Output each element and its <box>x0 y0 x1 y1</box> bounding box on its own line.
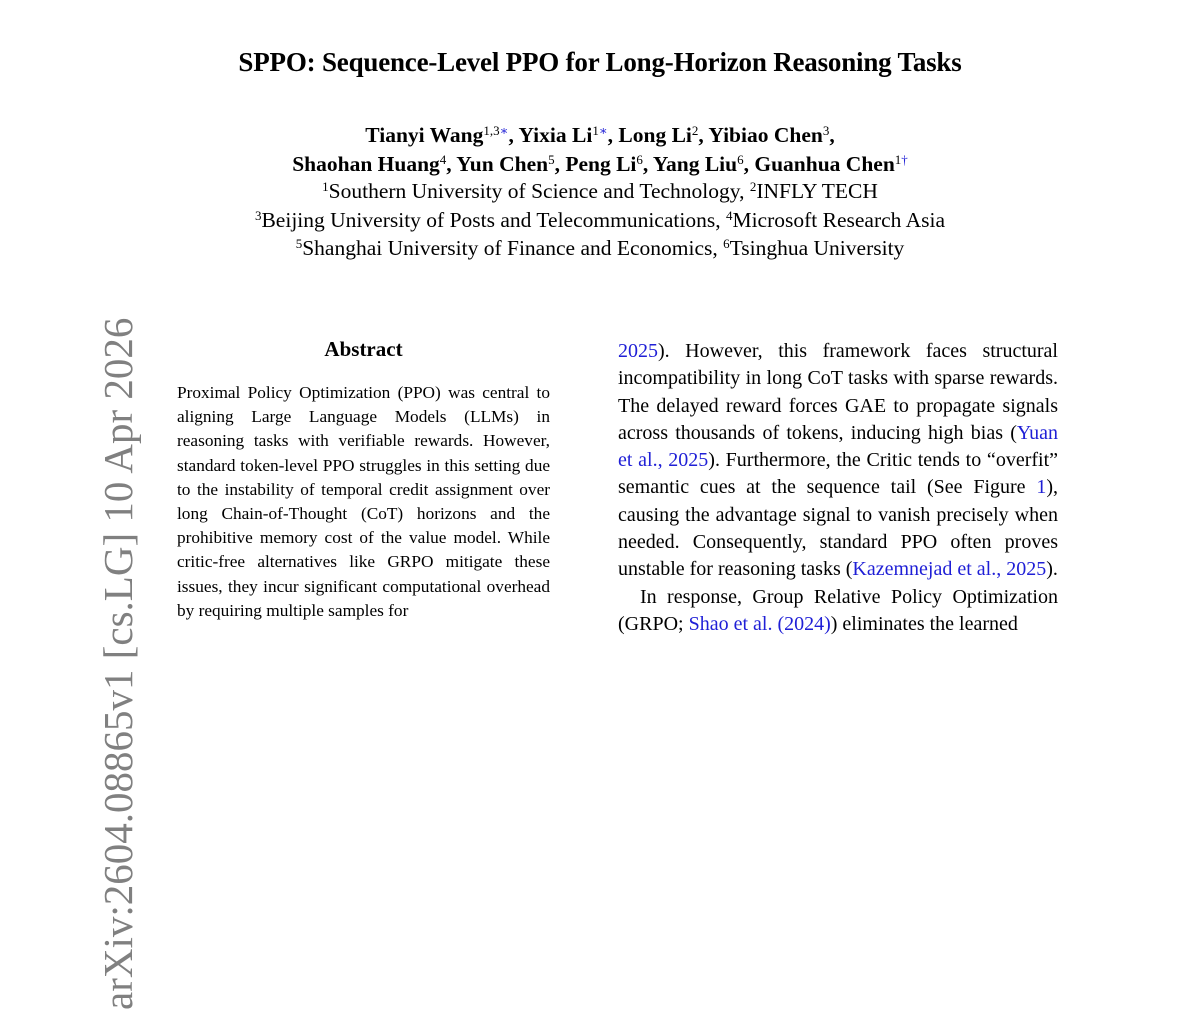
equal-contrib-mark: ∗ <box>499 123 509 138</box>
body-text: In response, Group Relative Policy Optimization (GRPO; <box>618 585 1058 635</box>
affiliation-line <box>0 177 1200 206</box>
author-separator: , <box>698 123 709 147</box>
author-name: Shaohan Huang <box>292 152 440 176</box>
affiliation-line <box>0 206 1200 235</box>
affiliation-line <box>0 234 1200 263</box>
author-separator: , <box>743 152 755 176</box>
author-name: Guanhua Chen <box>754 152 895 176</box>
body-text: ). Furthermore, the Critic tends to “overfit” semantic cues at the sequence tail (See Figure <box>618 449 1058 499</box>
body-text: ), causing the advantage signal to vanish precisely when needed. Consequently, standard PPO often proves unstable for reasoning tasks ( <box>618 476 1058 581</box>
author-name: Yang Liu <box>652 152 738 176</box>
citation-link: Shao et al. (2024) <box>688 612 831 635</box>
citation-link: 2025 <box>618 340 658 362</box>
right-paragraph-1 <box>618 338 1058 584</box>
author-separator: , <box>508 123 519 147</box>
author-separator: , <box>446 152 457 176</box>
affiliation-name: Southern University of Science and Technology, <box>328 179 750 203</box>
author-name: Yun Chen <box>456 152 549 176</box>
author-affil-mark: 6 <box>636 152 643 167</box>
author-affil-mark: 6 <box>737 152 744 167</box>
affiliation-list <box>0 177 1200 263</box>
author-affil-mark: 4 <box>439 152 447 167</box>
abstract-text: Proximal Policy Optimization (PPO) was central to aligning Large Language Models (LLMs) in reasoning tasks with verifiable rewards. However, standard token-level PPO struggles in this setting due to the instability of temporal credit assignment over long Chain-of-Thought (CoT) horizons and the prohibitive memory cost of the value model. While critic-free alternatives like GRPO mitigate these issues, they incur significant computational overhead by requiring multiple samples for <box>177 383 550 620</box>
affiliation-number: 4 <box>725 207 733 223</box>
right-column <box>618 338 1058 638</box>
author-name: Yibiao Chen <box>708 123 823 147</box>
affiliation-name: Shanghai University of Finance and Economics, <box>302 236 724 260</box>
author-separator: , <box>642 152 653 176</box>
body-text: ) eliminates the learned <box>830 612 1018 635</box>
affiliation-number: 6 <box>723 236 730 251</box>
paper-title: SPPO: Sequence-Level PPO for Long-Horizon Reasoning Tasks <box>238 47 962 77</box>
author-affil-mark: 5 <box>548 152 555 167</box>
affiliation-number: 1 <box>322 179 329 194</box>
body-text: ). <box>1046 558 1058 581</box>
affiliation-number: 5 <box>295 236 303 251</box>
right-paragraph-2 <box>618 584 1058 639</box>
equal-contrib-mark: † <box>901 152 908 167</box>
author-line-1 <box>0 121 1200 150</box>
author-separator: , <box>607 123 619 147</box>
author-name: Peng Li <box>565 152 637 176</box>
citation-link: Kazemnejad et al., 2025 <box>852 558 1047 581</box>
author-affil-mark: 1∗ <box>592 123 608 138</box>
affiliation-name: Microsoft Research Asia <box>732 207 946 232</box>
abstract-heading: Abstract <box>324 337 403 361</box>
citation-link: Yuan et al., 2025 <box>618 421 1058 472</box>
arxiv-stamp: arXiv:2604.08865v1 [cs.LG] 10 Apr 2026 <box>95 317 141 1010</box>
affiliation-name: INFLY TECH <box>756 179 878 203</box>
author-name: Tianyi Wang <box>365 123 484 147</box>
author-affil-mark: 1† <box>894 152 908 167</box>
affiliation-name: Beijing University of Posts and Telecommunications, <box>261 207 726 232</box>
author-line-2 <box>0 150 1200 179</box>
author-separator: , <box>829 123 835 147</box>
affiliation-name: Tsinghua University <box>729 236 905 260</box>
affiliation-number: 2 <box>749 179 757 194</box>
body-text: ). However, this framework faces structural incompatibility in long CoT tasks with sparse rewards. The delayed reward forces GAE to propagate signals across thousands of tokens, inducing high bias ( <box>618 340 1058 444</box>
author-affil-mark: 2 <box>691 123 699 138</box>
author-name: Yixia Li <box>518 123 593 147</box>
author-affil-mark: 1,3∗ <box>483 123 509 138</box>
author-affil-mark: 3 <box>822 123 830 138</box>
author-list <box>0 121 1200 179</box>
author-name: Long Li <box>618 123 692 147</box>
arxiv-stamp-container <box>26 317 141 1010</box>
author-separator: , <box>554 152 566 176</box>
equal-contrib-mark: ∗ <box>598 123 608 138</box>
citation-link: 1 <box>1036 476 1047 499</box>
affiliation-number: 3 <box>254 207 262 223</box>
